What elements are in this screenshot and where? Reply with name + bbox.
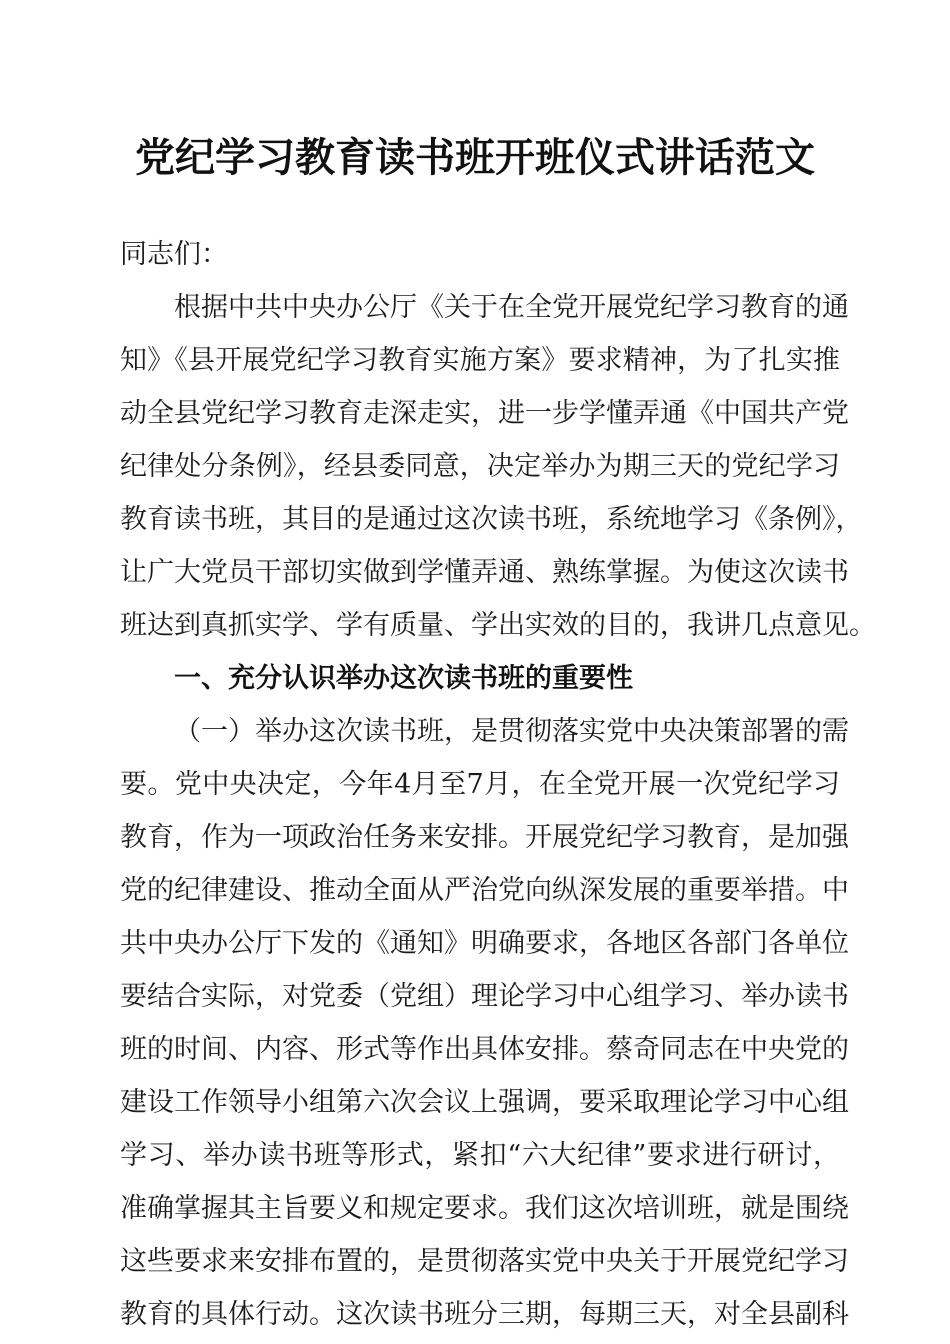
paragraph-line: 学习、举办读书班等形式，紧扣“六大纪律”要求进行研讨， [120, 1140, 840, 1171]
paragraph-line: 教育读书班，其目的是通过这次读书班，系统地学习《条例》， [120, 504, 863, 535]
paragraph-line: 动全县党纪学习教育走深走实，进一步学懂弄通《中国共产党 [120, 398, 849, 429]
paragraph-line: （一）举办这次读书班，是贯彻落实党中央决策部署的需 [174, 716, 849, 747]
paragraph-line: 根据中共中央办公厅《关于在全党开展党纪学习教育的通 [174, 292, 849, 323]
paragraph-line: 教育，作为一项政治任务来安排。开展党纪学习教育，是加强 [120, 822, 849, 853]
document-body [120, 228, 876, 1341]
paragraph-line: 准确掌握其主旨要义和规定要求。我们这次培训班，就是围绕 [120, 1193, 849, 1224]
paragraph-line: 班达到真抓实学、学有质量、学出实效的目的，我讲几点意见。 [120, 610, 876, 641]
paragraph-line: 党的纪律建设、推动全面从严治党向纵深发展的重要举措。中 [120, 875, 849, 906]
paragraph-line: 共中央办公厅下发的《通知》明确要求，各地区各部门各单位 [120, 928, 849, 959]
paragraph-line: 建设工作领导小组第六次会议上强调，要采取理论学习中心组 [120, 1087, 849, 1118]
paragraph-line: 班的时间、内容、形式等作出具体安排。蔡奇同志在中央党的 [120, 1034, 849, 1065]
paragraph-line: 这些要求来安排布置的，是贯彻落实党中央关于开展党纪学习 [120, 1246, 849, 1277]
paragraph-line: 知》《县开展党纪学习教育实施方案》要求精神，为了扎实推 [120, 345, 840, 376]
paragraph-line: 要结合实际，对党委（党组）理论学习中心组学习、举办读书 [120, 981, 849, 1012]
paragraph-line: 让广大党员干部切实做到学懂弄通、熟练掌握。为使这次读书 [120, 557, 849, 588]
document-title: 党纪学习教育读书班开班仪式讲话范文 [135, 134, 815, 181]
section-heading: 一、充分认识举办这次读书班的重要性 [174, 663, 633, 694]
paragraph-line: 教育的具体行动。这次读书班分三期，每期三天，对全县副科 [120, 1299, 849, 1330]
salutation: 同志们： [120, 239, 228, 270]
paragraph-line: 纪律处分条例》，经县委同意，决定举办为期三天的党纪学习 [120, 451, 840, 482]
paragraph-line: 要。党中央决定，今年4月至7月，在全党开展一次党纪学习 [120, 769, 840, 800]
